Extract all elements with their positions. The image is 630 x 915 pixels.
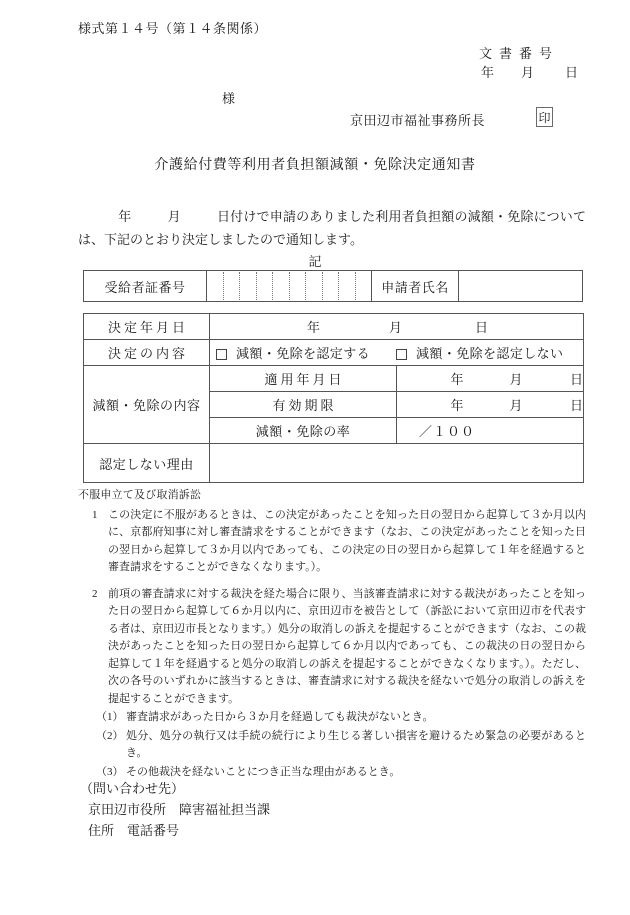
decision-date-label: 決定年月日 [84,314,210,340]
list-item [78,586,586,709]
contact-heading: （問い合わせ先） [80,781,185,796]
table-row [84,444,584,483]
rate-field[interactable] [397,418,584,444]
body-paragraph-text: 日付けで申請のありました利用者負担額の減額・免除については、下記のとおり決定しましたので通知します。 [78,209,586,247]
note-text: その他裁決を経ないことにつき正当な理由があるとき。 [126,765,401,778]
appeal-notes [78,487,586,782]
recipient-number-field[interactable] [207,271,372,302]
rate-label: 減額・免除の率 [210,418,397,444]
note-text: 処分、処分の執行又は手続の続行により生じる著しい損害を避けるため緊急の必要があるとき。 [126,729,586,759]
decision-date-field[interactable] [210,314,584,340]
decision-content-field [210,340,584,366]
apply-date-label: 適用年月日 [210,366,397,392]
doc-date-day: 日 [564,65,578,80]
table-row [84,314,584,340]
digit-cell[interactable] [290,272,307,300]
note-number: 1 [92,508,98,521]
digit-cell[interactable] [306,272,323,300]
table-row [84,271,583,302]
note-number: （2） [96,729,124,742]
doc-date-month: 月 [520,65,534,80]
contact-address-phone: 住所 電話番号 [88,823,180,838]
note-number: （3） [96,765,124,778]
contact-office: 京田辺市役所 障害福祉担当課 [88,802,271,817]
decision-date-line [210,317,583,336]
document-number-block [479,44,578,82]
valid-period-year-cell: 年 [450,398,464,413]
reject-reason-label: 認定しない理由 [84,444,210,483]
checkbox-approve-icon[interactable] [216,349,227,360]
body-paragraph [78,205,586,251]
option-reject-label: 減額・免除を認定しない [416,346,564,361]
apply-date-year-cell: 年 [450,372,464,387]
digit-cell[interactable] [240,272,257,300]
ki-marker: 記 [308,254,322,269]
recipient-table [83,270,583,302]
list-item [78,728,586,763]
reduction-content-label: 減額・免除の内容 [84,366,210,444]
valid-period-line [397,395,583,414]
table-row [84,340,584,366]
rate-value: ／１００ [418,424,475,439]
doc-date-year: 年 [480,65,494,80]
list-item [78,507,586,577]
note-text: 審査請求があった日から３か月を経過しても裁決がないとき。 [126,711,434,723]
digit-cell[interactable] [224,272,241,300]
recipient-number-label: 受給者証番号 [84,271,207,302]
issuer-name: 京田辺市福祉事務所長 [350,113,486,128]
decision-content-label: 決定の内容 [84,340,210,366]
apply-date-day-cell: 日 [569,372,583,387]
decision-options [210,343,583,362]
valid-period-field[interactable] [397,392,584,418]
apply-date-field[interactable] [397,366,584,392]
digit-cell[interactable] [323,272,340,300]
apply-date-line [397,369,583,388]
document-date-line [479,63,578,82]
page-title: 介護給付費等利用者負担額減額・免除決定通知書 [154,158,476,173]
digit-cell[interactable] [257,272,274,300]
document-number-label: 文書番号 [478,46,559,61]
digit-cell[interactable] [273,272,290,300]
valid-period-label: 有効期限 [210,392,397,418]
reject-reason-field[interactable] [210,444,584,483]
digit-cell[interactable] [356,272,372,300]
applicant-name-label: 申請者氏名 [372,271,459,302]
option-approve-label: 減額・免除を認定する [236,346,371,361]
list-item [78,709,586,727]
note-number: 2 [92,587,98,600]
decision-date-day: 日 [474,320,488,335]
note-text: この決定に不服があるときは、この決定があったことを知った日の翌日から起算して３か月以内に、京都府知事に対し審査請求をすることができます（なお、この決定があったことを知った日の翌日から起算して３か月以内であっても、この決定の日の翌日から起算して１年を経過すると審査請求をすることができなくなります。）。 [108,508,586,573]
decision-date-year: 年 [306,320,320,335]
digit-cell[interactable] [339,272,356,300]
recipient-number-cells[interactable] [207,272,371,300]
valid-period-day-cell: 日 [569,398,583,413]
spacer [78,578,586,586]
checkbox-reject-icon[interactable] [396,349,407,360]
table-row [84,366,584,392]
valid-period-month-cell: 月 [509,398,523,413]
digit-cell[interactable] [207,272,224,300]
note-number: （1） [96,711,124,723]
decision-table [83,313,584,483]
note-text: 前項の審査請求に対する裁決を経た場合に限り、当該審査請求に対する裁決があったことを知った日の翌日から起算して６か月以内に、京田辺市を被告として（訴訟において京田辺市を代表する者は、京田辺市長となります。）処分の取消しの訴えを提起することができます（なお、この裁決があったことを知った日の翌日から起算して６か月以内であっても、この裁決の日の翌日から起算して１年を経過すると処分の取消しの訴えを提起することができなくなります。）。ただし、次の各号のいずれかに該当するときは、審査請求に対する裁決を経ないで処分の取消しの訴えを提起することができます。 [108,587,586,705]
apply-date-month: 月 [167,209,181,224]
apply-date-year: 年 [118,209,132,224]
seal-box: 印 [536,107,553,127]
applicant-name-field[interactable] [459,271,583,302]
addressee-suffix: 様 [222,91,236,106]
apply-date-month-cell: 月 [509,372,523,387]
decision-date-month: 月 [388,320,402,335]
form-number: 様式第１４号（第１４条関係） [78,21,268,36]
appeal-notes-title: 不服申立て及び取消訴訟 [78,489,202,501]
contact-block [80,778,270,841]
